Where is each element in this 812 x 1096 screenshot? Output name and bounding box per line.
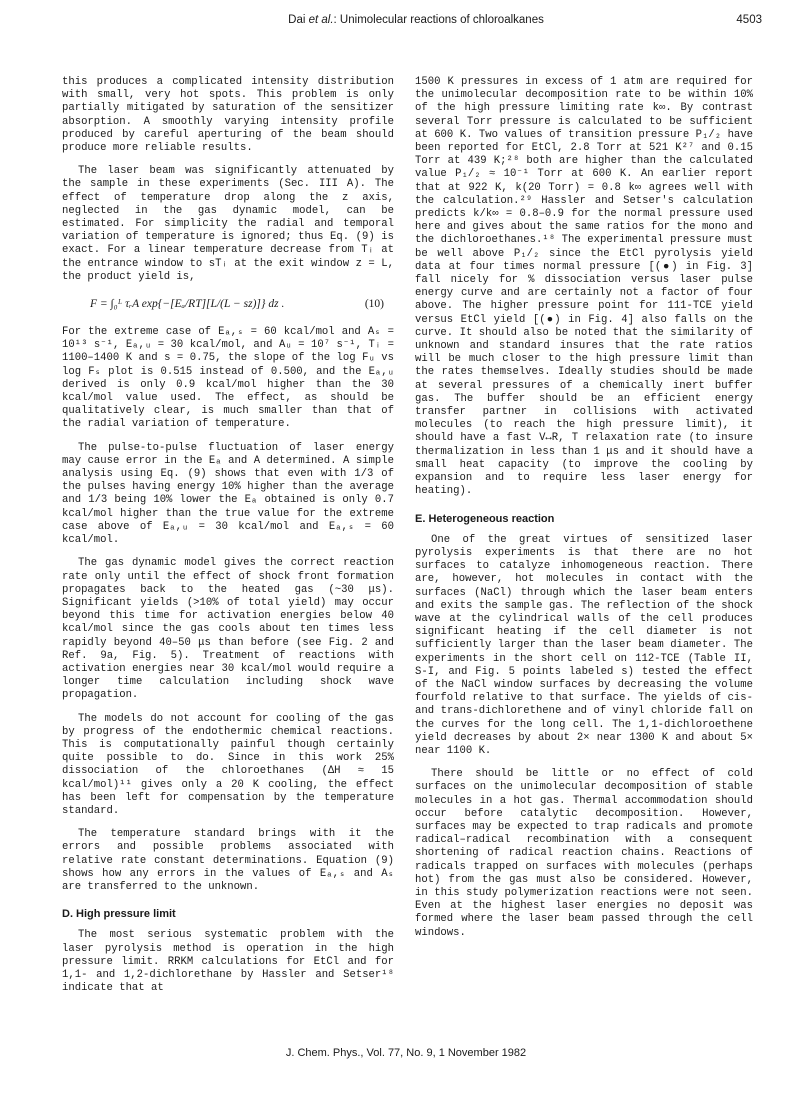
paragraph: One of the great virtues of sensitized laser pyrolysis experiments is that there are no hot surfaces to catalyze inhomogeneous reaction. There are, however, hot molecules in contact with the surfaces (NaCl) through which the laser beam enters and exits the sample gas. The reflection of the shock wave at the cylindrical walls of the cell produces significant heating if the cell diameter is not sufficiently larger than the laser beam diameter. The experiments in the short cell on 112-TCE (Table II, S-I, and Fig. 5 points labeled s) tested the effect of the NaCl window surfaces by decreasing the volume fourfold relative to that surface. The yields of cis- and trans-dichlorethene and of vinyl chloride fall on the curves for the long cell. The 1,1-dichloroethene yield decreases by about 2× near 1300 K and about 5× near 1100 K. [415, 533, 753, 757]
header-title [70, 14, 762, 26]
equation-number: (10) [364, 298, 384, 311]
left-column [62, 76, 394, 1005]
paragraph: For the extreme case of Eₐ,ₛ = 60 kcal/mol and Aₛ = 10¹³ s⁻¹, Eₐ,ᵤ = 30 kcal/mol, and Aᵤ = 10⁷ s⁻¹, Tᵢ = 1100–1400 K and s = 0.75, the slope of the log Fᵤ vs log Fₛ plot is 0.515 instead of 0.500, and the Eₐ,ᵤ derived is only 0.9 kcal/mol higher than the 30 kcal/mol value used. The effect, as should be qualitatively clear, is much smaller than that of the radial variation of temperature. [62, 326, 394, 431]
paragraph: The pulse-to-pulse fluctuation of laser energy may cause error in the Eₐ and A determined. A simple analysis using Eq. (9) shows that even with 1/3 of the pulses having energy 10% higher than the average and 1/3 being 10% lower the Eₐ obtained is only 0.7 kcal/mol higher than the true value for the extreme case above of Eₐ,ᵤ = 30 kcal/mol and Eₐ,ₛ = 60 kcal/mol. [62, 441, 394, 547]
paragraph: The most serious systematic problem with the laser pyrolysis method is operation in the high pressure limit. RRKM calculations for EtCl and for 1,1- and 1,2-dichlorethane by Hassler and Setser¹⁸ indicate that at [62, 929, 394, 995]
paragraph: this produces a complicated intensity distribution with small, very hot spots. This problem is only partially mitigated by saturation of the sensitizer absorption. A smoothly varying intensity profile produced by careful aperturing of the beam should produce more reliable results. [62, 76, 394, 155]
paragraph: The laser beam was significantly attenuated by the sample in these experiments (Sec. III A). The effect of temperature drop along the z axis, neglected in the gas dynamic model, can be estimated. For simplicity the radial and temporal variation of temperature is ignored; thus Eq. (9) is exact. For a linear temperature decrease from Tᵢ at the entrance window to sTᵢ at the exit window z = L, the product yield is, [62, 165, 394, 283]
paragraph: The gas dynamic model gives the correct reaction rate only until the effect of shock front formation propagates back to the heated gas (~30 μs). Significant yields (>10% of total yield) may occur beyond this time for activation energies below 40 kcal/mol since the gas cools about ten times less rapidly beyond 40–50 μs than before (see Fig. 2 and Ref. 9a, Fig. 5). Treatment of reactions with activation energies near 30 kcal/mol would require a longer time calculation including shock wave propagation. [62, 557, 394, 702]
paragraph: There should be little or no effect of cold surfaces on the unimolecular decomposition of stable molecules in a hot gas. Thermal accommodation should occur before catalytic decomposition. However, surfaces may be expected to trap radicals and promote radical–radical recombination with a consequent shortening of radical reaction chains. Reactions of radicals trapped on surfaces with molecules (perhaps hot) from the gas must also be considered. However, in this study polymerization reactions were not seen. Even at the highest laser energies no deposit was formed where the laser beam passed through the cell windows. [415, 768, 753, 939]
section-heading: E. Heterogeneous reaction [415, 512, 555, 525]
right-column [415, 76, 753, 950]
header-author: Dai [288, 14, 306, 26]
equation-10 [62, 294, 394, 318]
paragraph: The models do not account for cooling of the gas by progress of the endothermic chemical reactions. This is computationally painful though certainly quite possible to do. Since in this work 25% dissociation of the chloroethanes (ΔH ≈ 15 kcal/mol)¹¹ gives only a 20 K cooling, the effect has been left for compensation by the temperature standard. [62, 712, 394, 817]
paragraph: 1500 K pressures in excess of 1 atm are required for the unimolecular decomposition rate to be within 10% of the high pressure limiting rate k∞. By contrast several Torr pressure is calculated to be sufficient at 600 K. Two values of transition pressure P₁/₂ have been reported for EtCl, 2.8 Torr at 521 K²⁷ and 0.15 Torr at 439 K;²⁸ both are higher than the calculated value P₁/₂ ≈ 10⁻¹ Torr at 600 K. An earlier report that at 922 K, k(20 Torr) = 0.8 k∞ agrees well with the calculation.²⁹ Hassler and Setser's calculation predicts k/k∞ = 0.8–0.9 for the normal pressure used here and gives about the same ratios for the mono and the dichloroethanes.¹⁸ The experimental pressure must be well above P₁/₂ since the EtCl pyrolysis yield data at four times normal pressure [(●) in Fig. 3] fall nicely for % dissociation versus laser pulse energy curve and are certainly not a factor of four above. The higher pressure point for 111-TCE yield versus EtCl yield [(●) in Fig. 4] also falls on the curve. It should also be noted that the similarity of unknown and standard insures that the rate ratios will be much closer to the high pressure limit than the rates themselves. Ideally studies should be made at several pressures of a chemically inert buffer gas. The buffer should be an efficient energy transfer partner in collisions with activated molecules (to reach the high pressure limit), it should have a fast V↔R, T relaxation rate (to insure thermalization in less than 1 μs and it should have a small heat capacity (to improve the cooling by expansion and to require less laser energy for heating). [415, 76, 753, 498]
paragraph: The temperature standard brings with it the errors and possible problems associated with relative rate constant determinations. Equation (9) shows how any errors in the values of Eₐ,ₛ and Aₛ are transferred to the unknown. [62, 828, 394, 893]
journal-footer: J. Chem. Phys., Vol. 77, No. 9, 1 November 1982 [285, 1047, 527, 1059]
section-heading: D. High pressure limit [62, 908, 176, 921]
running-header [70, 14, 762, 30]
header-title-text: : Unimolecular reactions of chloroalkanes [333, 14, 544, 26]
header-etal: et al. [308, 14, 334, 26]
page-number: 4503 [736, 14, 762, 26]
equation-expression: F = ∫₀ᴸ τᵣA exp{−[Eₐ/RT][L/(L − sz)]} dz . [90, 298, 285, 311]
